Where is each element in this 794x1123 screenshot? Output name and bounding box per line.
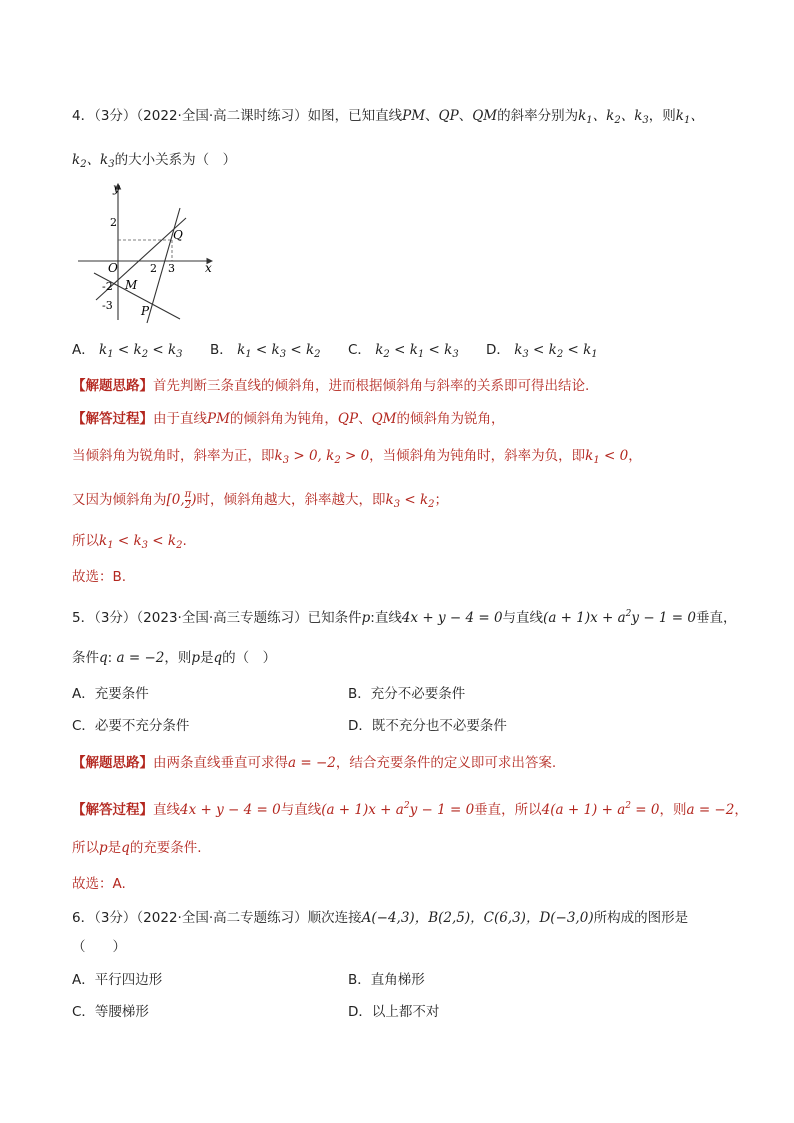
- idea-math: a = −2: [288, 755, 336, 771]
- q4-stem-text: ，则: [648, 108, 676, 124]
- q4-stem-text: 的大小关系为（ ）: [114, 152, 237, 168]
- q4-option-d[interactable]: [486, 340, 598, 365]
- reason-text: ；: [434, 492, 449, 508]
- q5-stem-text: 条件: [72, 650, 99, 666]
- q5-q: q: [213, 650, 223, 666]
- process-tag: 【解答过程】: [72, 802, 153, 818]
- q4-idea: [72, 376, 589, 396]
- q5-conclusion: [72, 838, 202, 858]
- process-text: ，: [734, 802, 748, 818]
- q5-p: p: [361, 610, 371, 626]
- process-math: 4x + y − 4 = 0: [180, 802, 281, 818]
- process-text: 直线: [153, 802, 180, 818]
- q6-option-c[interactable]: C．等腰梯形: [72, 1004, 149, 1020]
- q4-answer: 故选：B.: [72, 569, 127, 585]
- q4-stem-text: 4．（3分）（2022·全国·高二课时练习）如图，已知直线: [72, 108, 403, 124]
- q5-math: $(a + 1)x + a^2y - 1 = 0$: [543, 609, 696, 626]
- tick-x-3: 3: [168, 262, 175, 275]
- q6-option-a[interactable]: A．平行四边形: [72, 972, 163, 988]
- option-expr: $k_1 < k_3 < k_2$: [237, 342, 321, 360]
- q5-q: q: [99, 650, 108, 666]
- q4-stem-text: 的斜率分别为: [497, 108, 579, 124]
- option-expr: $k_2 < k_1 < k_3$: [375, 342, 459, 360]
- option-letter: C．: [348, 342, 371, 358]
- process-qp: QP: [337, 411, 359, 427]
- axis-label-x: x: [205, 261, 212, 275]
- process-text: ，则: [659, 802, 687, 818]
- point-label-m: M: [125, 278, 138, 292]
- point-label-q: Q: [173, 228, 183, 242]
- q6-option-d[interactable]: D．以上都不对: [348, 1004, 440, 1020]
- q5-answer: 故选：A.: [72, 876, 126, 892]
- process-tag: 【解答过程】: [72, 411, 153, 427]
- reason-text: 又因为倾斜角为: [72, 492, 167, 508]
- q4-pm: PM: [402, 108, 426, 124]
- q4-k-list: $k_1$、$k_2$、$k_3$: [578, 108, 649, 126]
- q6-stem-line1: [72, 908, 688, 928]
- q4-sep: 、: [458, 108, 473, 124]
- q4-stem-line1: [72, 106, 704, 131]
- idea-tag: 【解题思路】: [72, 378, 153, 394]
- q5-stem-text: 是: [200, 650, 214, 666]
- q4-option-c[interactable]: [348, 340, 459, 365]
- reason-math: $k_3 > 0$, $k_2 > 0$: [274, 448, 370, 466]
- q5-stem-text: 5．（3分）（2023·全国·高三专题练习）已知条件: [72, 610, 362, 626]
- option-letter: A．: [72, 342, 95, 358]
- q5-stem-text: 直线: [374, 610, 402, 626]
- q4-figure: [72, 178, 222, 328]
- process-math: $(a + 1)x + a^2y - 1 = 0$: [321, 801, 475, 818]
- q4-option-b[interactable]: [210, 340, 321, 365]
- q4-k-list: $k_2$、$k_3$: [72, 152, 115, 170]
- q5-stem-line1: [72, 604, 737, 628]
- tick-x-2: 2: [150, 262, 157, 275]
- q4-stem-line2: [72, 150, 236, 175]
- conclusion-math: $k_1 < k_3 < k_2$: [99, 533, 183, 551]
- conclusion-text: 是: [107, 840, 122, 856]
- conclusion-text: 所以: [72, 533, 99, 549]
- idea-text: 首先判断三条直线的倾斜角，进而根据倾斜角与斜率的关系即可得出结论.: [153, 378, 590, 394]
- q5-option-c[interactable]: C．必要不充分条件: [72, 718, 190, 734]
- q5-stem-line2: [72, 648, 276, 668]
- q6-stem-text: 6．（3分）（2022·全国·高二专题练习）顺次连接: [72, 910, 362, 926]
- process-text: 垂直，所以: [474, 802, 542, 818]
- reason-text: ，当倾斜角为钝角时，斜率为负，即: [369, 448, 586, 464]
- q6-option-b[interactable]: B．直角梯形: [348, 972, 425, 988]
- option-expr: $k_1 < k_2 < k_3$: [99, 342, 183, 360]
- axis-label-y: y: [113, 181, 120, 195]
- tick-y-neg2: -2: [102, 280, 113, 293]
- reason-text: ，: [628, 448, 642, 464]
- q5-colon: :: [370, 610, 375, 626]
- tick-y-2: 2: [110, 216, 117, 229]
- process-qm: QM: [371, 411, 397, 427]
- q6-stem-line2: （ ）: [72, 939, 126, 955]
- process-sep: 、: [358, 411, 372, 427]
- interval: [0, $\frac{\pi}{2}$ ): [166, 489, 197, 511]
- q4-conclusion: [72, 531, 187, 556]
- q6-stem-text: 所构成的图形是: [593, 910, 689, 926]
- reason-text: 时，倾斜角越大，斜率越大，即: [196, 492, 386, 508]
- process-math: a = −2: [686, 802, 735, 818]
- q5-stem-text: 的（ ）: [222, 650, 277, 666]
- process-pm: PM: [207, 411, 230, 427]
- reason-math: $k_3 < k_2$: [385, 492, 435, 510]
- idea-tag: 【解题思路】: [72, 755, 153, 771]
- option-letter: B．: [210, 342, 233, 358]
- process-text: 与直线: [280, 802, 322, 818]
- q5-stem-text: 垂直，: [696, 610, 737, 626]
- idea-text: ，结合充要条件的定义即可求出答案.: [335, 755, 557, 771]
- process-math: $4(a + 1) + a^2 = 0$: [541, 801, 660, 818]
- q5-option-a[interactable]: A．充要条件: [72, 686, 149, 702]
- q5-p: p: [191, 650, 200, 666]
- conclusion-p: p: [99, 840, 108, 856]
- process-text: 的倾斜角为钝角，: [229, 411, 338, 427]
- q5-math: 4x + y − 4 = 0: [401, 610, 503, 626]
- process-text: 由于直线: [153, 411, 207, 427]
- idea-text: 由两条直线垂直可求得: [153, 755, 288, 771]
- q4-reason-line2: [72, 490, 448, 515]
- conclusion-q: q: [121, 840, 130, 856]
- q5-colon: :: [107, 650, 117, 666]
- q5-stem-text: 与直线: [502, 610, 544, 626]
- q4-option-a[interactable]: [72, 340, 183, 365]
- option-letter: D．: [486, 342, 510, 358]
- conclusion-text: 的充要条件.: [129, 840, 202, 856]
- q4-qp: QP: [438, 108, 459, 124]
- q4-k1: $k_1$、: [675, 108, 704, 126]
- reason-math: $k_1 < 0$: [585, 448, 629, 466]
- origin-label: O: [108, 261, 118, 275]
- q4-process: [72, 409, 504, 429]
- q5-option-b[interactable]: B．充分不必要条件: [348, 686, 466, 702]
- q5-math: a = −2: [116, 650, 165, 666]
- tick-y-neg3: -3: [102, 299, 113, 312]
- q6-points: A(−4,3)，B(2,5)，C(6,3)，D(−3,0): [361, 910, 594, 926]
- point-label-p: P: [141, 304, 150, 318]
- q4-qm: QM: [472, 108, 498, 124]
- q4-reason-line1: [72, 446, 642, 471]
- reason-text: 当倾斜角为锐角时，斜率为正，即: [72, 448, 275, 464]
- process-text: 的倾斜角为锐角，: [396, 411, 505, 427]
- option-expr: $k_3 < k_2 < k_1$: [514, 342, 598, 360]
- q5-option-d[interactable]: D．既不充分也不必要条件: [348, 718, 507, 734]
- q5-stem-text: ，则: [164, 650, 192, 666]
- conclusion-text: 所以: [72, 840, 99, 856]
- conclusion-text: .: [182, 533, 187, 549]
- q4-sep: 、: [425, 108, 439, 124]
- q5-idea: [72, 753, 556, 773]
- q5-process: [72, 796, 748, 820]
